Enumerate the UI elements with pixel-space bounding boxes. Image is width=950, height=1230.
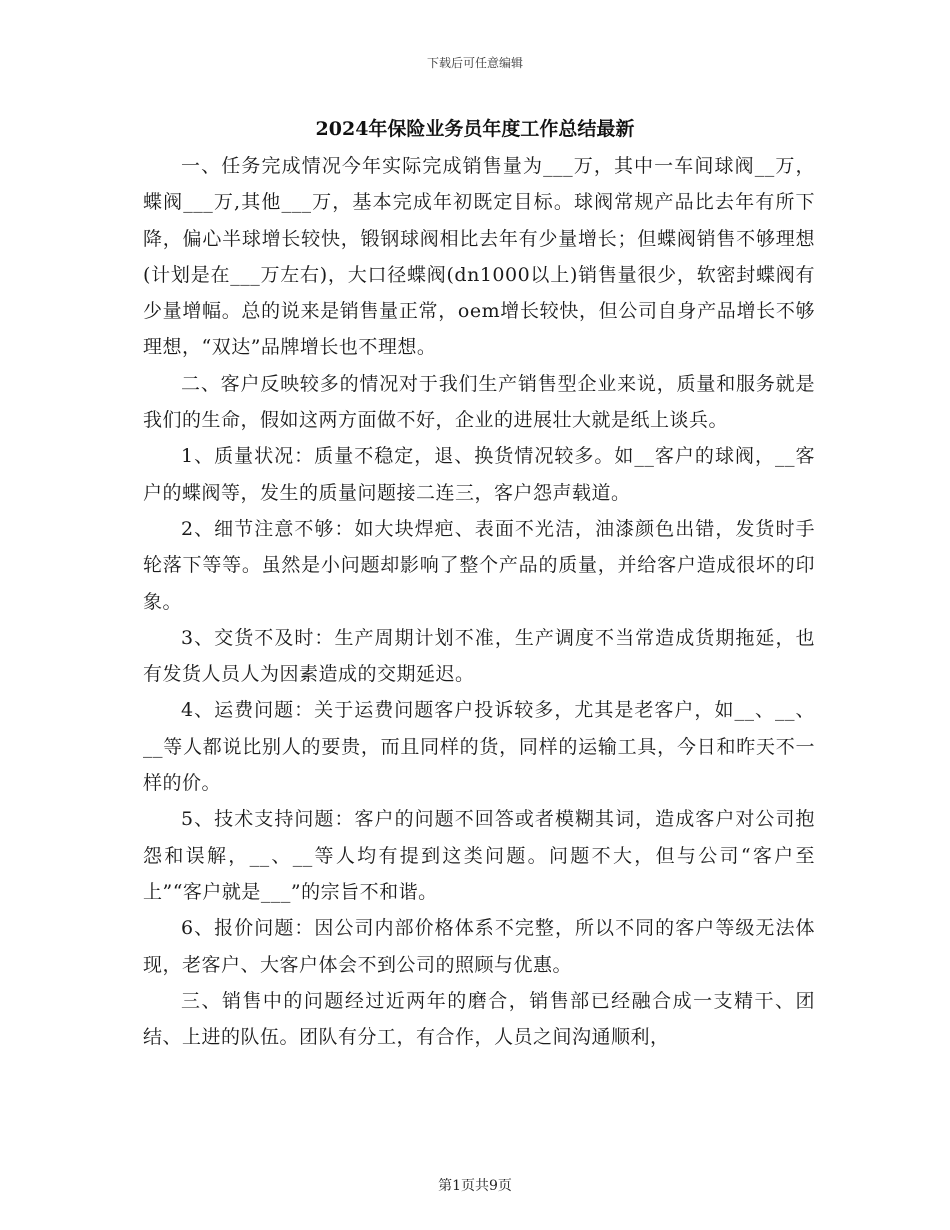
paragraph-details: 2、细节注意不够：如大块焊疤、表面不光洁，油漆颜色出错，发货时手轮落下等等。虽然是小问题却影响了整个产品的质量，并给客户造成很坏的印象。 <box>143 517 815 613</box>
paragraph-freight: 4、运费问题：关于运费问题客户投诉较多，尤其是老客户，如__、__、__等人都说比别人的要贵，而且同样的货，同样的运输工具，今日和昨天不一样的价。 <box>143 699 815 795</box>
paragraph-sales-issues: 三、销售中的问题经过近两年的磨合，销售部已经融合成一支精干、团结、上进的队伍。团队有分工，有合作，人员之间沟通顺利， <box>143 989 815 1049</box>
paragraph-customer-feedback: 二、客户反映较多的情况对于我们生产销售型企业来说，质量和服务就是我们的生命，假如这两方面做不好，企业的进展壮大就是纸上谈兵。 <box>143 372 815 432</box>
document-title: 2024年保险业务员年度工作总结最新 <box>315 118 635 140</box>
header-note: 下载后可任意编辑 <box>426 56 523 70</box>
paragraph-tech-support: 5、技术支持问题：客户的问题不回答或者模糊其词，造成客户对公司抱怨和误解，__、__等人均有提到这类问题。问题不大，但与公司“客户至上”“客户就是___”的宗旨不和谐。 <box>143 808 815 903</box>
paragraph-pricing: 6、报价问题：因公司内部价格体系不完整，所以不同的客户等级无法体现，老客户、大客户体会不到公司的照顾与优惠。 <box>143 917 815 976</box>
paragraph-task-completion: 一、任务完成情况今年实际完成销售量为___万，其中一车间球阀__万，蝶阀___万,其他___万，基本完成年初既定目标。球阀常规产品比去年有所下降，偏心半球增长较快，锻钢球阀相比去年有少量增长；但蝶阀销售不够理想(计划是在___万左右)，大口径蝶阀(dn1000以上)销售量很少，软密封蝶阀有少量增幅。总的说来是销售量正常，oem增长较快，但公司自身产品增长不够理想，“双达”品牌增长也不理想。 <box>143 155 815 359</box>
paragraph-quality: 1、质量状况：质量不稳定，退、换货情况较多。如__客户的球阀，__客户的蝶阀等，发生的质量问题接二连三，客户怨声载道。 <box>143 445 815 504</box>
page-indicator: 第1页共9页 <box>438 1178 512 1194</box>
document-body <box>143 148 815 1055</box>
paragraph-delivery: 3、交货不及时：生产周期计划不准，生产调度不当常造成货期拖延，也有发货人员人为因素造成的交期延迟。 <box>143 626 815 686</box>
